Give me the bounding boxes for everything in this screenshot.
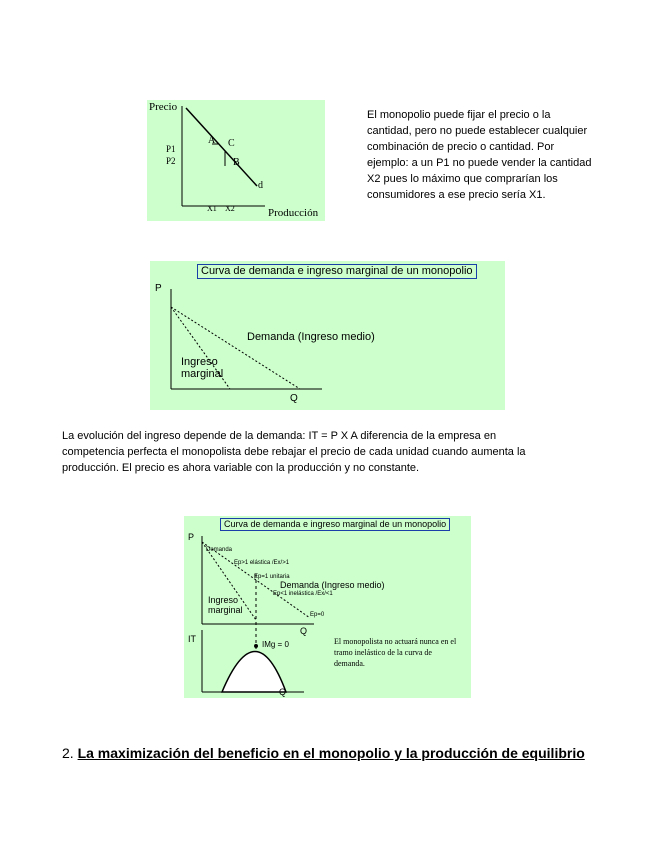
demand-mr-figure	[150, 261, 505, 410]
section-number: 2.	[62, 745, 74, 761]
x-axis-label: Producción	[268, 207, 319, 219]
quantity-label-x1: X1	[207, 204, 217, 213]
price-label-p2: P2	[166, 156, 176, 166]
bottom-y-axis-label: IT	[188, 634, 196, 644]
ep-zero-label: Ep=0	[310, 612, 325, 618]
top-y-axis-label: P	[188, 532, 195, 542]
point-label-d: d	[258, 180, 263, 191]
section-heading	[62, 745, 585, 761]
total-revenue-curve	[222, 652, 286, 693]
revenue-max-point	[254, 644, 258, 648]
top-x-axis-label: Q	[300, 626, 308, 636]
quantity-label-x2: X2	[225, 204, 235, 213]
demand-line	[186, 108, 257, 186]
demand-curve-figure	[147, 100, 325, 221]
ep-less-label: Ep<1 inelástica /Ex/<1	[273, 591, 333, 597]
price-label-p1: P1	[166, 144, 176, 154]
elastic-label: Demanda	[206, 547, 233, 553]
bottom-x-axis-label: Q	[279, 687, 287, 697]
y-axis-label: P	[155, 283, 162, 294]
income-paragraph: La evolución del ingreso depende de la demanda: IT = P X A diferencia de la empresa en competencia perfecta el monopolista debe rebajar el precio de cada unidad cuando aumenta la producción. El precio es ahora variable con la producción y no constante.	[62, 430, 526, 474]
demand-elasticity-figure	[184, 516, 471, 698]
ep-greater-label: Ep>1 elástica /Ex/>1	[234, 560, 290, 566]
mr-label-line2: marginal	[181, 368, 224, 380]
inelastic-note: El monopolista no actuará nunca en el tramo inelástico de la curva de demanda.	[334, 637, 457, 668]
point-label-b: B	[233, 157, 240, 168]
section-title: La maximización del beneficio en el monopolio y la producción de equilibrio	[77, 745, 585, 761]
demand-label: Demanda (Ingreso medio)	[280, 580, 385, 590]
figure-title: Curva de demanda e ingreso marginal de un monopolio	[220, 518, 450, 531]
x-axis-label: Q	[290, 393, 298, 404]
revenue-max-label: IMg = 0	[262, 640, 289, 649]
point-label-a: A	[208, 135, 216, 146]
y-axis-label: Precio	[149, 101, 178, 113]
demand-label: Demanda (Ingreso medio)	[247, 331, 375, 343]
figure-title: Curva de demanda e ingreso marginal de un monopolio	[197, 264, 477, 279]
mr-label-line1: Ingreso	[208, 595, 239, 605]
mr-label-line1: Ingreso	[181, 356, 218, 368]
ep-unit-label: Ep=1 unitaria	[254, 574, 290, 580]
side-text: El monopolio puede fijar el precio o la cantidad, pero no puede establecer cualquier combinación de precio o cantidad. Por ejemplo: a un P1 no puede vender la cantidad X2 pues lo máximo que comprarían los consumidores a ese precio sería X1.	[367, 109, 592, 201]
point-label-c: C	[228, 138, 235, 149]
mr-label-line2: marginal	[208, 605, 243, 615]
